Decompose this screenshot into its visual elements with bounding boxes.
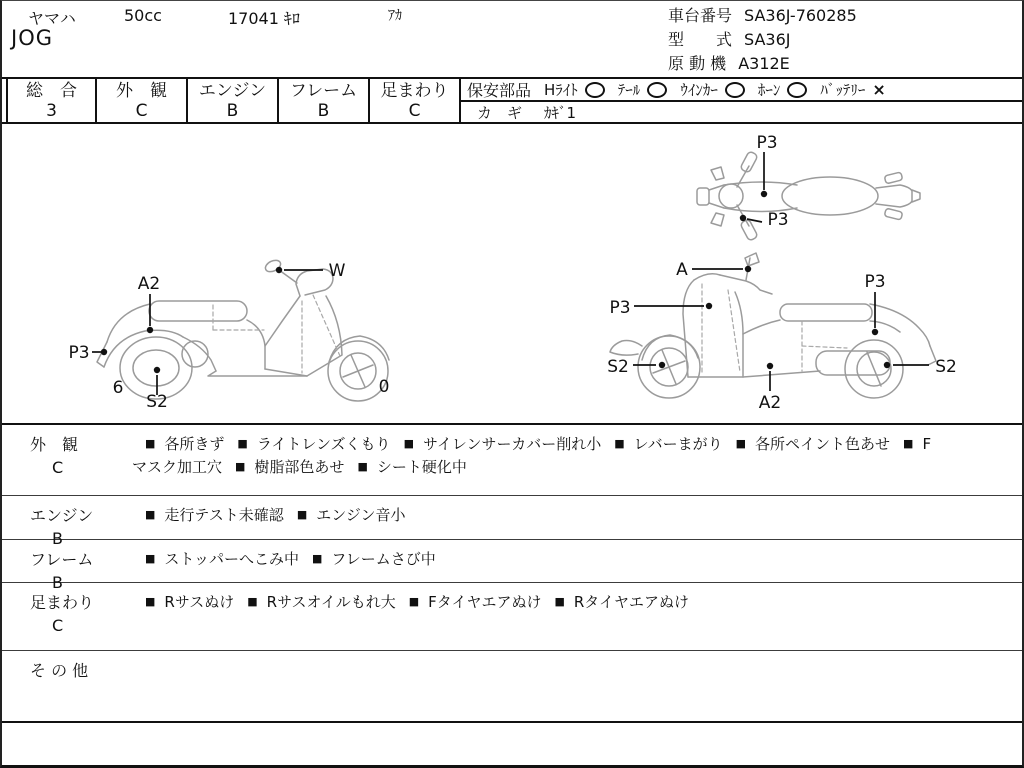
rating-label: フレーム	[289, 80, 358, 101]
safety-part-item	[820, 79, 885, 100]
maker-name: ヤマハ	[28, 9, 76, 28]
bullet-square-icon: ■	[614, 437, 625, 450]
note-item-text: Rサスぬけ	[164, 593, 235, 611]
note-item-text: Rサスオイルもれ大	[266, 593, 396, 611]
note-items	[130, 496, 976, 539]
key-value: ｶｷﾞ1	[544, 104, 577, 122]
annotation-dot	[706, 303, 712, 309]
rating-grade: B	[226, 100, 239, 121]
note-item-text: ライトレンズくもり	[256, 435, 391, 453]
annotation-dot	[761, 191, 767, 197]
bullet-square-icon: ■	[237, 437, 248, 450]
type-row	[668, 28, 857, 52]
diagram-annotation-label: P3	[767, 210, 789, 230]
engine-row	[668, 52, 857, 76]
annotation-dot	[276, 267, 282, 273]
safety-parts-title: 保安部品	[467, 81, 532, 100]
annotation-dot	[740, 215, 746, 221]
note-item-text: 各所きず	[164, 435, 225, 453]
displacement: 50cc	[124, 6, 162, 25]
diagram-annotation-label: 0	[378, 377, 390, 397]
note-item-text: 各所ペイント色あせ	[755, 435, 891, 453]
bullet-square-icon: ■	[145, 437, 156, 450]
rating-grade: C	[135, 100, 148, 121]
safety-part-item	[758, 79, 808, 100]
safety-part-item	[680, 79, 745, 100]
chassis-number-value: SA36J-760285	[744, 6, 857, 25]
diagram-annotation-label: S2	[146, 392, 168, 412]
ok-circle-icon	[647, 82, 667, 98]
ok-circle-icon	[725, 82, 745, 98]
chassis-number-label: 車台番号	[668, 6, 733, 25]
note-item-text: レバーまがり	[633, 435, 723, 453]
rating-grade: B	[317, 100, 330, 121]
annotation-dot	[659, 362, 665, 368]
ng-cross-icon: ×	[872, 79, 886, 99]
safety-part-label: ﾊﾞｯﾃﾘｰ	[820, 81, 866, 99]
rating-label: 足まわり	[380, 80, 449, 101]
note-section-grade: B	[52, 529, 63, 548]
vehicle-id-block	[668, 4, 857, 76]
annotation-dot	[884, 362, 890, 368]
note-item-text: エンジン音小	[316, 506, 406, 524]
annotation-dot	[767, 363, 773, 369]
safety-part-item	[544, 79, 605, 100]
bullet-square-icon: ■	[235, 460, 246, 474]
note-items	[130, 583, 976, 650]
note-row	[2, 425, 1022, 496]
safety-part-label: ﾃｰﾙ	[617, 81, 641, 99]
note-label-column	[2, 583, 130, 650]
note-section-label: エンジン	[30, 506, 94, 525]
diagram-annotation-label: P3	[609, 298, 631, 318]
rating-cell-overall	[6, 79, 97, 122]
bullet-square-icon: ■	[145, 552, 156, 565]
engine-value: A312E	[738, 54, 790, 73]
rating-grade: C	[408, 100, 421, 121]
note-section-label: フレーム	[30, 550, 94, 569]
note-section-grade: B	[52, 573, 63, 592]
annotation-dot	[745, 266, 751, 272]
annotation-dot	[872, 329, 878, 335]
safety-parts-items	[531, 79, 886, 100]
condition-notes-table	[2, 423, 1022, 765]
note-items	[130, 425, 976, 495]
safety-part-label: ﾎｰﾝ	[757, 81, 781, 99]
diagram-annotation-label: A2	[137, 274, 161, 294]
note-section-grade: C	[52, 458, 64, 477]
diagram-annotation-label: P3	[68, 343, 90, 363]
damage-diagram	[2, 124, 1024, 423]
mileage: 17041 ｷﾛ	[228, 9, 300, 28]
diagram-annotation-label: A2	[758, 393, 782, 413]
safety-parts-row	[461, 79, 1022, 102]
safety-part-item	[618, 79, 668, 100]
scooter-diagram-svg	[2, 124, 1024, 423]
engine-label: 原 動 機	[668, 54, 727, 73]
diagram-annotation-label: P3	[756, 133, 778, 153]
rating-grade: 3	[46, 100, 57, 121]
type-label: 型 式	[668, 30, 733, 49]
note-section-label: そ の 他	[30, 661, 89, 680]
rating-cell-exterior	[97, 79, 188, 122]
diagram-annotation-label: S2	[607, 357, 629, 377]
note-section-grade: C	[52, 616, 64, 635]
bullet-square-icon: ■	[296, 508, 308, 521]
safety-parts-box	[461, 79, 1022, 122]
rating-cell-engine	[188, 79, 279, 122]
rating-label: 総 合	[26, 80, 77, 101]
key-row	[461, 102, 1022, 123]
diagram-annotation-label: P3	[864, 272, 886, 292]
note-item-text: Fマスク加工穴	[132, 435, 932, 477]
annotation-dot	[154, 367, 160, 373]
bullet-square-icon: ■	[903, 437, 914, 450]
note-label-column	[2, 425, 130, 495]
bullet-square-icon: ■	[408, 595, 420, 608]
diagram-annotation-label: 6	[112, 378, 124, 398]
annotation-dot	[101, 349, 107, 355]
ok-circle-icon	[585, 82, 605, 98]
note-item-text: 樹脂部色あせ	[254, 458, 345, 477]
note-section-label: 外 観	[30, 435, 79, 454]
body-color: ｱｶ	[388, 8, 402, 24]
ok-circle-icon	[787, 82, 807, 98]
bullet-square-icon: ■	[311, 552, 323, 565]
note-item-text: フレームさび中	[331, 550, 436, 568]
note-item-text: 走行テスト未確認	[164, 506, 284, 524]
diagram-annotation-label: S2	[935, 357, 957, 377]
safety-part-label: Hﾗｲﾄ	[544, 81, 578, 99]
note-section-label: 足まわり	[30, 593, 95, 612]
annotation-dot	[147, 327, 153, 333]
note-row	[2, 583, 1022, 651]
rating-row	[2, 77, 1022, 124]
note-label-column	[2, 651, 130, 721]
rating-label: エンジン	[198, 80, 267, 101]
key-label: カ ギ	[477, 104, 523, 122]
type-value: SA36J	[744, 30, 791, 49]
bullet-square-icon: ■	[247, 595, 258, 608]
header-info	[2, 1, 1022, 77]
rating-label: 外 観	[116, 80, 167, 101]
bullet-square-icon: ■	[145, 595, 156, 608]
note-item-text: Fタイヤエアぬけ	[428, 593, 542, 611]
model-name: JOG	[11, 26, 53, 50]
diagram-annotations	[68, 133, 956, 413]
scooter-side-view-right	[610, 253, 936, 398]
bullet-square-icon: ■	[145, 508, 156, 521]
rating-cell-undercarriage	[370, 79, 461, 122]
note-items	[130, 651, 976, 721]
chassis-number-row	[668, 4, 857, 28]
scooter-top-view	[697, 151, 920, 241]
note-item-text: ストッパーへこみ中	[164, 550, 299, 568]
diagram-annotation-label: A	[676, 260, 688, 280]
note-row	[2, 651, 1022, 723]
note-row	[2, 540, 1022, 592]
bullet-square-icon: ■	[403, 437, 414, 450]
note-item-text: サイレンサーカバー削れ小	[422, 435, 602, 453]
note-label-column	[2, 496, 130, 548]
bullet-square-icon: ■	[554, 595, 565, 608]
note-item-text: シート硬化中	[376, 458, 467, 477]
note-label-column	[2, 540, 130, 592]
rating-cell-frame	[279, 79, 370, 122]
bullet-square-icon: ■	[735, 437, 747, 450]
note-row	[2, 496, 1022, 548]
bullet-square-icon: ■	[357, 460, 368, 474]
note-item-text: Rタイヤエアぬけ	[573, 593, 689, 611]
note-items	[130, 540, 976, 582]
diagram-annotation-label: W	[328, 261, 346, 281]
safety-part-label: ｳｲﾝｶｰ	[680, 81, 718, 99]
